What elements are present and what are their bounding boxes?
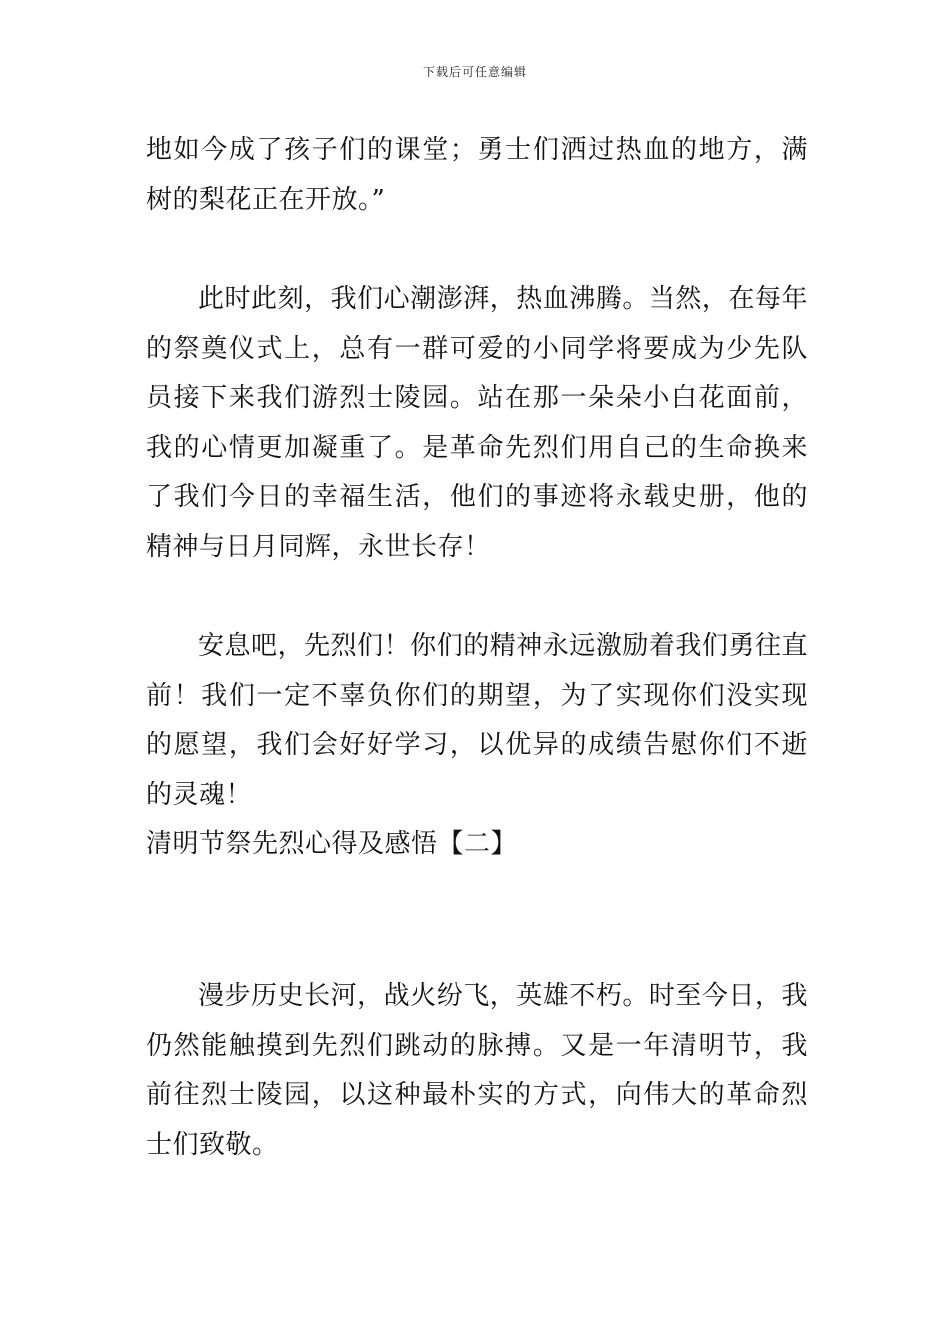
page-header-note: 下载后可任意编辑 — [422, 65, 527, 79]
paragraph-history: 漫步历史长河，战火纷飞，英雄不朽。时至今日，我仍然能触摸到先烈们跳动的脉搏。又是一年清明节，我前往烈士陵园，以这种最朴实的方式，向伟大的革命烈士们致敬。 — [146, 981, 808, 1160]
section-heading: 清明节祭先烈心得及感悟【二】 — [146, 829, 518, 859]
paragraph-continuation: 地如今成了孩子们的课堂；勇士们洒过热血的地方，满树的梨花正在开放。” — [146, 135, 808, 215]
paragraph-moment: 此时此刻，我们心潮澎湃，热血沸腾。当然，在每年的祭奠仪式上，总有一群可爱的小同学将要成为少先队员接下来我们游烈士陵园。站在那一朵朵小白花面前，我的心情更加凝重了。是革命先烈们用自己的生命换来了我们今日的幸福生活，他们的事迹将永载史册，他的精神与日月同辉，永世长存！ — [146, 284, 808, 562]
paragraph-rest-in-peace: 安息吧，先烈们！你们的精神永远激励着我们勇往直前！我们一定不辜负你们的期望，为了实现你们没实现的愿望，我们会好好学习，以优异的成绩告慰你们不逝的灵魂！ — [146, 631, 808, 810]
